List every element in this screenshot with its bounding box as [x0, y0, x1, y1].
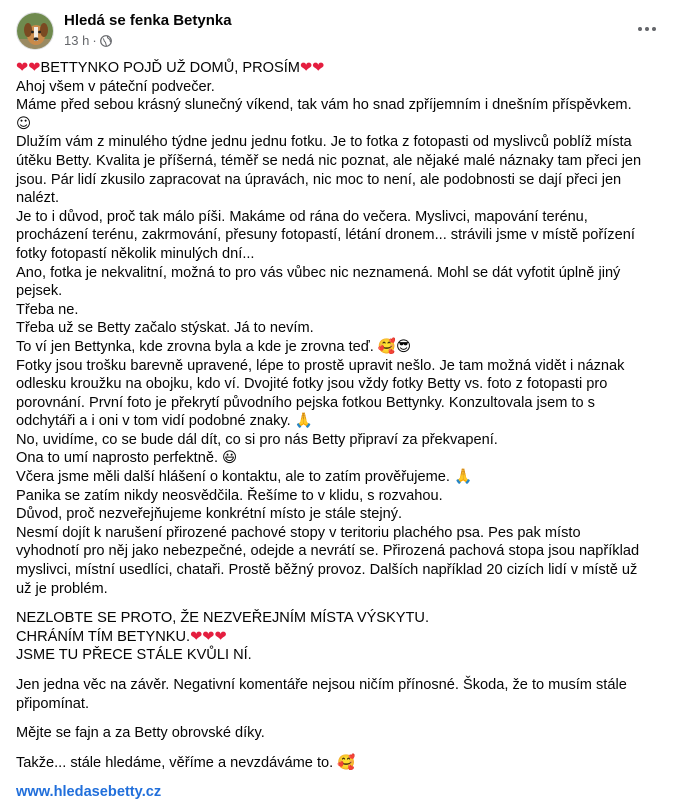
text-line: Dlužím vám z minulého týdne jednu jednu fotku. Je to fotka z fotopasti od myslivců poblíž místa — [16, 134, 632, 151]
text-line: Třeba už se Betty začalo stýskat. Já to nevím. — [16, 320, 314, 337]
text-line: vyhodnotí pro něj jako nebezpečné, odejde a nevrátí se. Přirozená pachová stopa jsou například — [16, 543, 640, 560]
website-link[interactable]: www.hledasebetty.cz — [16, 784, 162, 801]
text-line: fotky fotopastí několik minulých dní... — [16, 245, 255, 262]
post-body — [16, 59, 666, 802]
text-line: Panika se zatím nikdy neosvědčila. Řešíme to v klidu, s rozvahou. — [16, 487, 443, 504]
text-line: Včera jsme měli další hlášení o kontaktu, ale to zatím prověřujeme. 🙏 — [16, 469, 473, 486]
text-line: nalézt. — [16, 190, 59, 207]
heart-icon: ❤❤❤ — [190, 627, 227, 645]
text-line: Třeba ne. — [16, 301, 79, 318]
text-line: Je to i důvod, proč tak málo píši. Makáme od rána do večera. Myslivci, mapování terénu, — [16, 208, 588, 225]
smile-emoji: ☺ — [16, 114, 32, 132]
text-line: JSME TU PŘECE STÁLE KVŮLI NÍ. — [16, 647, 252, 664]
text-line: CHRÁNÍM TÍM BETYNKU. — [16, 628, 191, 645]
post-header — [16, 10, 662, 52]
page-name[interactable]: Hledá se fenka Betynka — [64, 12, 232, 29]
text-line: Ahoj všem v páteční podvečer. — [16, 78, 215, 95]
dog-avatar-icon — [17, 13, 54, 50]
text-line: odlesku kroužku na obojku, kdo ví. Dvojité fotky jsou vždy fotky Betty vs. foto z fotopasti pro — [16, 376, 608, 393]
heart-icon: ❤❤ — [16, 59, 41, 76]
text-line: Důvod, proč nezveřejňujeme konkrétní místo je stále stejný. — [16, 506, 403, 523]
text-line: jsou. Pár lidí zkusilo zapracovat na úpravách, nic moc to není, ale podobnosti se dají přeci jen — [16, 171, 622, 188]
text-line: už je problém. — [16, 580, 108, 597]
text-line: porovnání. První foto je překrytí původního pejska fotkou Bettynky. Konzultovala jsem to s — [16, 394, 595, 411]
text-line: útěku Betty. Kvalita je příšerná, téměř se nedá nic poznat, ale nějaké malé náznaky tam přeci jen — [16, 152, 642, 169]
text-line: procházení terénu, zakrmování, přesuny fotopastí, létání dronem... strávili jsme v místě pořízení — [16, 227, 635, 244]
text-line: myslivci, místní usedlíci, chataři. Prostě běžný provoz. Dalších například 20 cizích lidí v místě už — [16, 562, 638, 579]
post-meta — [64, 33, 112, 48]
text-line: Ano, fotka je nekvalitní, možná to pro vás vůbec nic neznamená. Mohl se dát vyfotit úplně jiný — [16, 264, 621, 281]
headline-text: BETTYNKO POJĎ UŽ DOMŮ, PROSÍM — [40, 60, 300, 76]
thanks-line: Mějte se fajn a za Betty obrovské díky. — [16, 725, 265, 742]
post-time[interactable]: 13 h — [64, 33, 90, 48]
text-line: NEZLOBTE SE PROTO, ŽE NEZVEŘEJNÍM MÍSTA VÝSKYTU. — [16, 610, 430, 627]
text-line: Nesmí dojít k narušení přirozené pachové stopy v teritoriu plachého psa. Pes pak místo — [16, 524, 581, 541]
caps-notice — [16, 609, 666, 665]
protect-line — [16, 628, 666, 647]
text-line: Máme před sebou krásný slunečný víkend, tak vám ho snad zpříjemním i dnešním příspěvkem. — [16, 97, 632, 114]
post-headline — [16, 59, 666, 78]
more-options-button[interactable] — [632, 14, 662, 44]
meta-separator: · — [92, 33, 97, 48]
globe-icon — [100, 35, 112, 47]
text-line: Fotky jsou trošku barevně upravené, lépe to prostě upravit nešlo. Je tam možná vidět i náznak — [16, 357, 625, 374]
text-line: Jen jedna věc na závěr. Negativní komentáře nejsou ničím přínosné. Škoda, že to musím stále — [16, 677, 627, 693]
text-line: pejsek. — [16, 283, 63, 300]
closing-note — [16, 676, 666, 713]
text-line: Ona to umí naprosto perfektně. 😃 — [16, 450, 238, 467]
final-line: Takže... stále hledáme, věříme a nevzdáváme to. 🥰 — [16, 754, 356, 771]
more-horizontal-icon — [637, 26, 657, 32]
post-main-text — [16, 78, 666, 599]
heart-icon: ❤❤ — [299, 59, 325, 76]
page-avatar[interactable] — [16, 12, 54, 50]
text-line: No, uvidíme, co se bude dál dít, co si pro nás Betty připraví za překvapení. — [16, 431, 498, 448]
text-line: odchytáři a i oni v tom vidí podobné znaky. 🙏 — [16, 413, 313, 430]
text-line: připomínat. — [16, 695, 90, 712]
text-line: To ví jen Bettynka, kde zrovna byla a kde je zrovna teď. 🥰😎 — [16, 338, 412, 355]
